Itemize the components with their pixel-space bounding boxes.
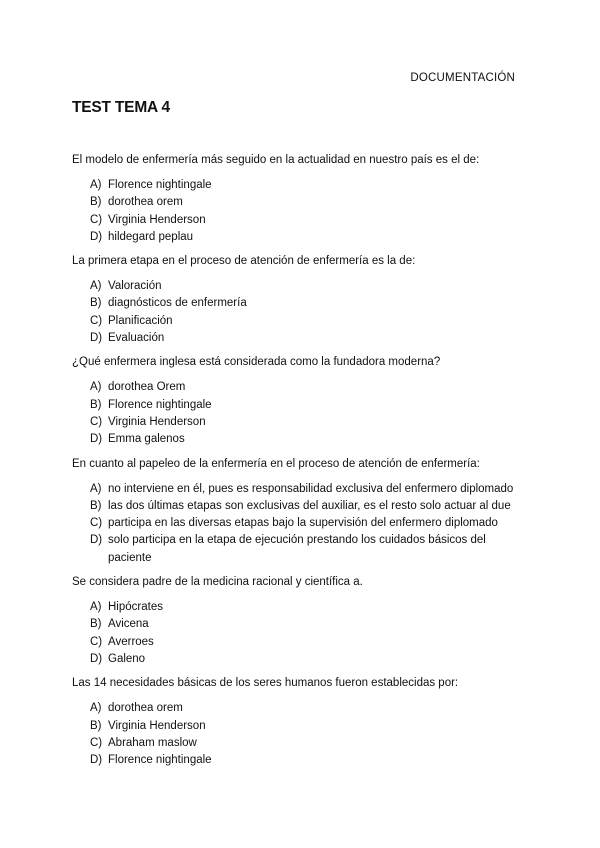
- option-text: Virginia Henderson: [108, 213, 206, 226]
- option-b: [72, 194, 532, 211]
- option-b: [72, 397, 532, 414]
- option-letter: B): [90, 499, 102, 512]
- option-d: [72, 752, 532, 769]
- question-text: En cuanto al papeleo de la enfermería en el proceso de atención de enfermería:: [72, 457, 480, 470]
- option-letter: A): [90, 179, 102, 191]
- option-a: [72, 481, 532, 498]
- option-a: [72, 599, 532, 616]
- page-title: TEST TEMA 4: [72, 99, 170, 116]
- option-letter: C): [90, 517, 103, 530]
- option-a: [72, 177, 532, 194]
- option-b: [72, 616, 532, 633]
- option-letter: A): [90, 601, 102, 614]
- option-text: Valoración: [108, 280, 162, 293]
- question-5: [72, 574, 532, 668]
- option-list: [72, 177, 532, 246]
- option-text: Planificación: [108, 314, 173, 327]
- question-text: ¿Qué enfermera inglesa está considerada como la fundadora moderna?: [72, 356, 441, 369]
- option-text: Virginia Henderson: [108, 719, 206, 732]
- option-letter: D): [90, 433, 103, 446]
- option-c: [72, 735, 532, 752]
- question-3: [72, 354, 532, 448]
- option-letter: B): [90, 297, 102, 310]
- question-list: [72, 152, 532, 776]
- option-text: Avicena: [108, 618, 149, 631]
- option-b: [72, 718, 532, 735]
- option-letter: A): [90, 702, 102, 715]
- option-list: [72, 700, 532, 769]
- option-d: [72, 431, 532, 448]
- option-list: [72, 379, 532, 448]
- question-text: El modelo de enfermería más seguido en la actualidad en nuestro país es el de:: [72, 154, 480, 166]
- option-letter: B): [90, 398, 102, 411]
- option-letter: D): [90, 754, 103, 767]
- option-c: [72, 515, 532, 532]
- question-text: Se considera padre de la medicina racional y científica a.: [72, 576, 363, 589]
- question-6: [72, 675, 532, 769]
- option-c: [72, 313, 532, 330]
- option-letter: B): [90, 196, 102, 209]
- option-a: [72, 700, 532, 717]
- option-text: Florence nightingale: [108, 179, 212, 191]
- option-c: [72, 212, 532, 229]
- option-text: dorothea Orem: [108, 381, 186, 394]
- option-d: [72, 532, 532, 567]
- option-letter: C): [90, 736, 103, 749]
- question-text: Las 14 necesidades básicas de los seres humanos fueron establecidas por:: [72, 677, 459, 690]
- option-text: Virginia Henderson: [108, 415, 206, 428]
- option-letter: B): [90, 618, 102, 631]
- option-text: Hipócrates: [108, 601, 163, 614]
- question-text: La primera etapa en el proceso de atención de enfermería es la de:: [72, 255, 416, 268]
- option-text: Florence nightingale: [108, 398, 212, 411]
- option-text: Evaluación: [108, 332, 165, 345]
- question-1: [72, 152, 532, 246]
- option-text: hildegard peplau: [108, 230, 194, 243]
- option-letter: A): [90, 381, 102, 394]
- option-text: participa en las diversas etapas bajo la supervisión del enfermero diplomado: [108, 517, 498, 530]
- option-c: [72, 634, 532, 651]
- option-d: [72, 229, 532, 246]
- option-text: diagnósticos de enfermería: [108, 297, 247, 310]
- option-text: solo participa en la etapa de ejecución prestando los cuidados básicos del paciente: [108, 534, 486, 564]
- option-text: Averroes: [108, 635, 154, 648]
- option-letter: C): [90, 635, 103, 648]
- option-letter: D): [90, 534, 103, 547]
- option-list: [72, 278, 532, 347]
- option-letter: C): [90, 314, 103, 327]
- option-text: las dos últimas etapas son exclusivas del auxiliar, es el resto solo actuar al due: [108, 499, 511, 512]
- option-a: [72, 278, 532, 295]
- option-b: [72, 295, 532, 312]
- option-d: [72, 651, 532, 668]
- option-text: Emma galenos: [108, 433, 185, 446]
- option-text: Florence nightingale: [108, 754, 212, 767]
- option-letter: A): [90, 482, 102, 495]
- question-2: [72, 253, 532, 347]
- option-letter: B): [90, 719, 102, 732]
- option-b: [72, 498, 532, 515]
- option-letter: D): [90, 652, 103, 665]
- option-list: [72, 481, 532, 567]
- option-letter: C): [90, 213, 103, 226]
- option-c: [72, 414, 532, 431]
- option-letter: D): [90, 332, 103, 345]
- option-letter: D): [90, 230, 103, 243]
- section-header: DOCUMENTACIÓN: [410, 72, 515, 84]
- option-text: no interviene en él, pues es responsabilidad exclusiva del enfermero diplomado: [108, 482, 514, 495]
- option-letter: A): [90, 280, 102, 293]
- option-text: dorothea orem: [108, 702, 183, 715]
- option-letter: C): [90, 415, 103, 428]
- option-text: Abraham maslow: [108, 736, 197, 749]
- option-a: [72, 379, 532, 396]
- option-list: [72, 599, 532, 668]
- question-4: [72, 456, 532, 567]
- option-text: dorothea orem: [108, 196, 183, 209]
- option-d: [72, 330, 532, 347]
- option-text: Galeno: [108, 652, 146, 665]
